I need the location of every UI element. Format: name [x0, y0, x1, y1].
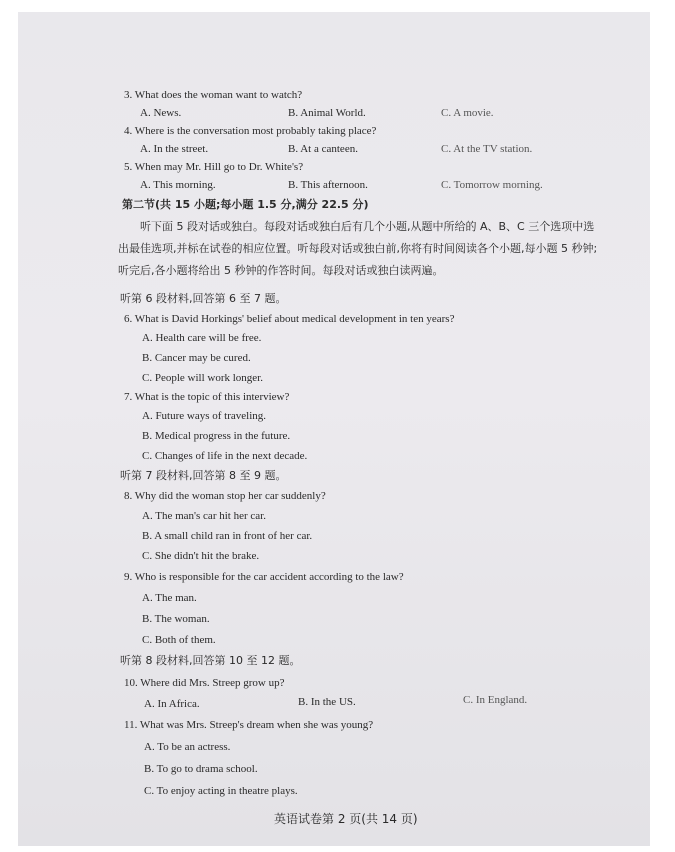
question-5-stem: 5. When may Mr. Hill go to Dr. White's?	[124, 161, 304, 173]
question-8-option-b: B. A small child ran in front of her car.	[142, 530, 313, 542]
section-2-title: 第二节(共 15 小题;每小题 1.5 分,满分 22.5 分)	[122, 198, 369, 211]
question-10-stem: 10. Where did Mrs. Streep grow up?	[124, 677, 285, 689]
question-7-stem: 7. What is the topic of this interview?	[124, 391, 290, 403]
question-5-option-a: A. This morning.	[140, 179, 216, 191]
question-3-option-a: A. News.	[140, 107, 182, 119]
question-6-option-b: B. Cancer may be cured.	[142, 352, 251, 364]
question-4-option-a: A. In the street.	[140, 143, 209, 155]
question-4-option-b: B. At a canteen.	[288, 143, 358, 155]
question-11-option-a: A. To be an actress.	[144, 741, 231, 753]
part-6-heading: 听第 6 段材料,回答第 6 至 7 题。	[120, 292, 287, 305]
section-2-instructions: 听下面 5 段对话或独白。每段对话或独白后有几个小题,从题中所给的 A、B、C 三个选项中选出最佳选项,并标在试卷的相应位置。听每段对话或独白前,你将有时间阅读各个小题,每小题 5 秒钟;听完后,各小题将给出 5 秒钟的作答时间。每段对话或独白读两遍。	[118, 220, 598, 277]
exam-page	[18, 12, 650, 846]
question-3-stem: 3. What does the woman want to watch?	[124, 89, 303, 101]
page-footer: 英语试卷第 2 页(共 14 页)	[274, 812, 418, 826]
question-8-option-c: C. She didn't hit the brake.	[142, 550, 260, 562]
question-4-stem: 4. Where is the conversation most probably taking place?	[124, 125, 377, 137]
question-7-option-a: A. Future ways of traveling.	[142, 410, 267, 422]
question-8-stem: 8. Why did the woman stop her car suddenly?	[124, 490, 326, 502]
part-7-heading: 听第 7 段材料,回答第 8 至 9 题。	[120, 469, 287, 482]
question-3-option-b: B. Animal World.	[288, 107, 366, 119]
question-6-option-a: A. Health care will be free.	[142, 332, 262, 344]
question-10-option-a: A. In Africa.	[144, 698, 200, 710]
question-10-option-b: B. In the US.	[298, 696, 356, 708]
question-5-option-c: C. Tomorrow morning.	[441, 179, 543, 191]
part-8-heading: 听第 8 段材料,回答第 10 至 12 题。	[120, 654, 301, 667]
question-6-option-c: C. People will work longer.	[142, 372, 263, 384]
question-9-stem: 9. Who is responsible for the car accident according to the law?	[124, 571, 404, 583]
question-11-option-c: C. To enjoy acting in theatre plays.	[144, 785, 298, 797]
question-3-option-c: C. A movie.	[441, 107, 494, 119]
question-5-option-b: B. This afternoon.	[288, 179, 368, 191]
question-10-option-c: C. In England.	[463, 694, 528, 706]
question-8-option-a: A. The man's car hit her car.	[142, 510, 266, 522]
question-11-stem: 11. What was Mrs. Streep's dream when she was young?	[124, 719, 374, 731]
question-7-option-b: B. Medical progress in the future.	[142, 430, 291, 442]
question-9-option-a: A. The man.	[142, 592, 197, 604]
question-7-option-c: C. Changes of life in the next decade.	[142, 450, 308, 462]
question-9-option-c: C. Both of them.	[142, 634, 216, 646]
question-6-stem: 6. What is David Horkings' belief about medical development in ten years?	[124, 313, 455, 325]
question-11-option-b: B. To go to drama school.	[144, 763, 258, 775]
question-9-option-b: B. The woman.	[142, 613, 210, 625]
question-4-option-c: C. At the TV station.	[441, 143, 533, 155]
